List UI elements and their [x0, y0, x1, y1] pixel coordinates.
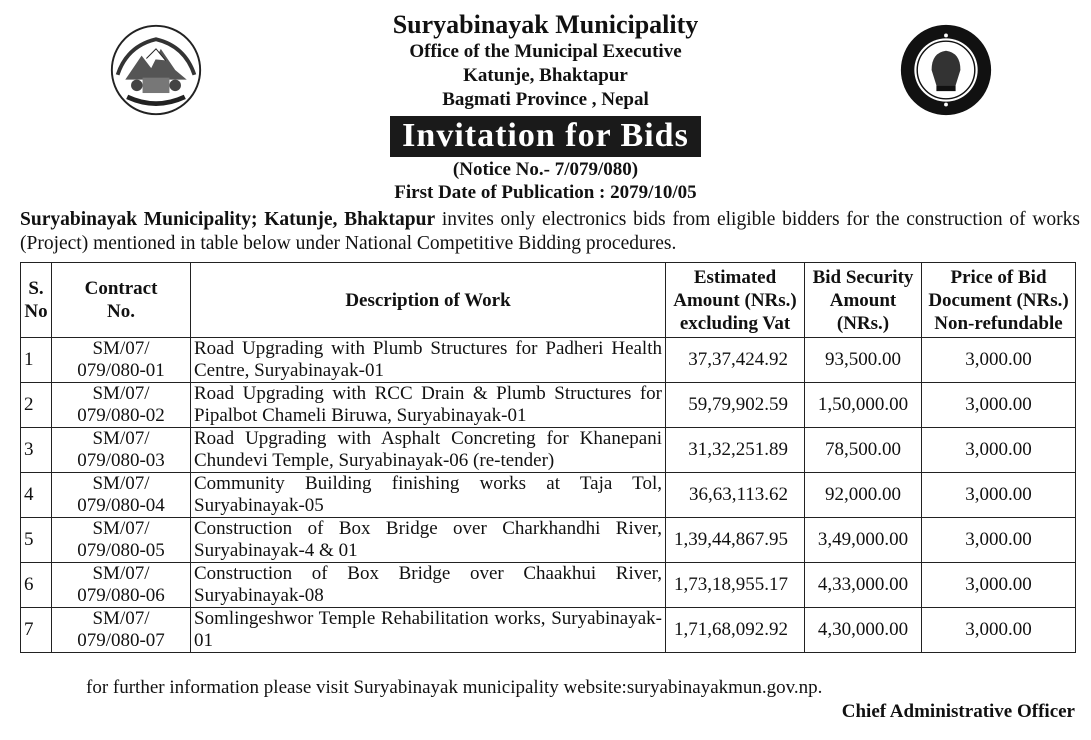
office-province: Bagmati Province , Nepal	[442, 89, 649, 110]
row-price: 3,000.00	[922, 338, 1076, 383]
row-sn: 2	[21, 383, 52, 428]
row-security: 92,000.00	[805, 473, 922, 518]
row-description: Somlingeshwor Temple Rehabilitation works, Suryabinayak-01	[191, 608, 666, 653]
row-security: 1,50,000.00	[805, 383, 922, 428]
table-row	[21, 608, 1076, 653]
bids-table	[20, 262, 1076, 653]
intro-bold: Suryabinayak Municipality; Katunje, Bhaktapur	[20, 209, 436, 230]
table-row	[21, 518, 1076, 563]
row-estimated: 31,32,251.89	[666, 428, 805, 473]
intro-paragraph	[20, 208, 1080, 256]
row-security: 4,30,000.00	[805, 608, 922, 653]
row-estimated: 1,39,44,867.95	[666, 518, 805, 563]
row-price: 3,000.00	[922, 428, 1076, 473]
header-sn: S. No	[21, 263, 52, 338]
row-security: 93,500.00	[805, 338, 922, 383]
row-description: Construction of Box Bridge over Chaakhui River, Suryabinayak-08	[191, 563, 666, 608]
notice-number: (Notice No.- 7/079/080)	[452, 159, 639, 180]
row-estimated: 1,73,18,955.17	[666, 563, 805, 608]
row-price: 3,000.00	[922, 473, 1076, 518]
row-sn: 7	[21, 608, 52, 653]
row-sn: 1	[21, 338, 52, 383]
row-contract: SM/07/ 079/080-05	[52, 518, 191, 563]
table-row	[21, 338, 1076, 383]
row-security: 4,33,000.00	[805, 563, 922, 608]
row-price: 3,000.00	[922, 563, 1076, 608]
org-name: Suryabinayak Municipality	[392, 10, 699, 39]
intro-text: invites only electronics bids from eligible bidders for the construction of works (Project) mentioned in table below under National Competitive Bidding procedures.	[20, 209, 1081, 254]
row-contract: SM/07/ 079/080-04	[52, 473, 191, 518]
row-sn: 6	[21, 563, 52, 608]
table-row	[21, 428, 1076, 473]
row-price: 3,000.00	[922, 608, 1076, 653]
table-row	[21, 383, 1076, 428]
row-contract: SM/07/ 079/080-07	[52, 608, 191, 653]
header-security: Bid Security Amount (NRs.)	[805, 263, 922, 338]
publication-date: First Date of Publication : 2079/10/05	[394, 182, 697, 203]
row-estimated: 37,37,424.92	[666, 338, 805, 383]
row-sn: 4	[21, 473, 52, 518]
table-header-row	[21, 263, 1076, 338]
notice-banner: Invitation for Bids	[390, 116, 701, 157]
row-contract: SM/07/ 079/080-03	[52, 428, 191, 473]
table-row	[21, 563, 1076, 608]
row-price: 3,000.00	[922, 383, 1076, 428]
row-sn: 3	[21, 428, 52, 473]
signature: Chief Administrative Officer	[841, 701, 1075, 722]
table-row	[21, 473, 1076, 518]
footer-info: for further information please visit Suryabinayak municipality website:suryabinayakmun.gov.np.	[86, 677, 823, 698]
row-sn: 5	[21, 518, 52, 563]
row-description: Road Upgrading with RCC Drain & Plumb Structures for Pipalbot Chameli Biruwa, Suryabinayak-01	[191, 383, 666, 428]
row-security: 78,500.00	[805, 428, 922, 473]
notice-header	[0, 10, 1091, 204]
row-security: 3,49,000.00	[805, 518, 922, 563]
header-estimated: Estimated Amount (NRs.) excluding Vat	[666, 263, 805, 338]
row-description: Construction of Box Bridge over Charkhandhi River, Suryabinayak-4 & 01	[191, 518, 666, 563]
row-estimated: 1,71,68,092.92	[666, 608, 805, 653]
header-description: Description of Work	[191, 263, 666, 338]
row-price: 3,000.00	[922, 518, 1076, 563]
row-estimated: 59,79,902.59	[666, 383, 805, 428]
header-price: Price of Bid Document (NRs.) Non-refundable	[922, 263, 1076, 338]
row-description: Road Upgrading with Asphalt Concreting for Khanepani Chundevi Temple, Suryabinayak-06 (re-tender)	[191, 428, 666, 473]
row-contract: SM/07/ 079/080-02	[52, 383, 191, 428]
office-address: Katunje, Bhaktapur	[463, 65, 628, 86]
row-contract: SM/07/ 079/080-01	[52, 338, 191, 383]
row-description: Road Upgrading with Plumb Structures for Padheri Health Centre, Suryabinayak-01	[191, 338, 666, 383]
row-estimated: 36,63,113.62	[666, 473, 805, 518]
row-description: Community Building finishing works at Taja Tol, Suryabinayak-05	[191, 473, 666, 518]
header-contract: Contract No.	[52, 263, 191, 338]
office-name: Office of the Municipal Executive	[409, 41, 682, 62]
row-contract: SM/07/ 079/080-06	[52, 563, 191, 608]
